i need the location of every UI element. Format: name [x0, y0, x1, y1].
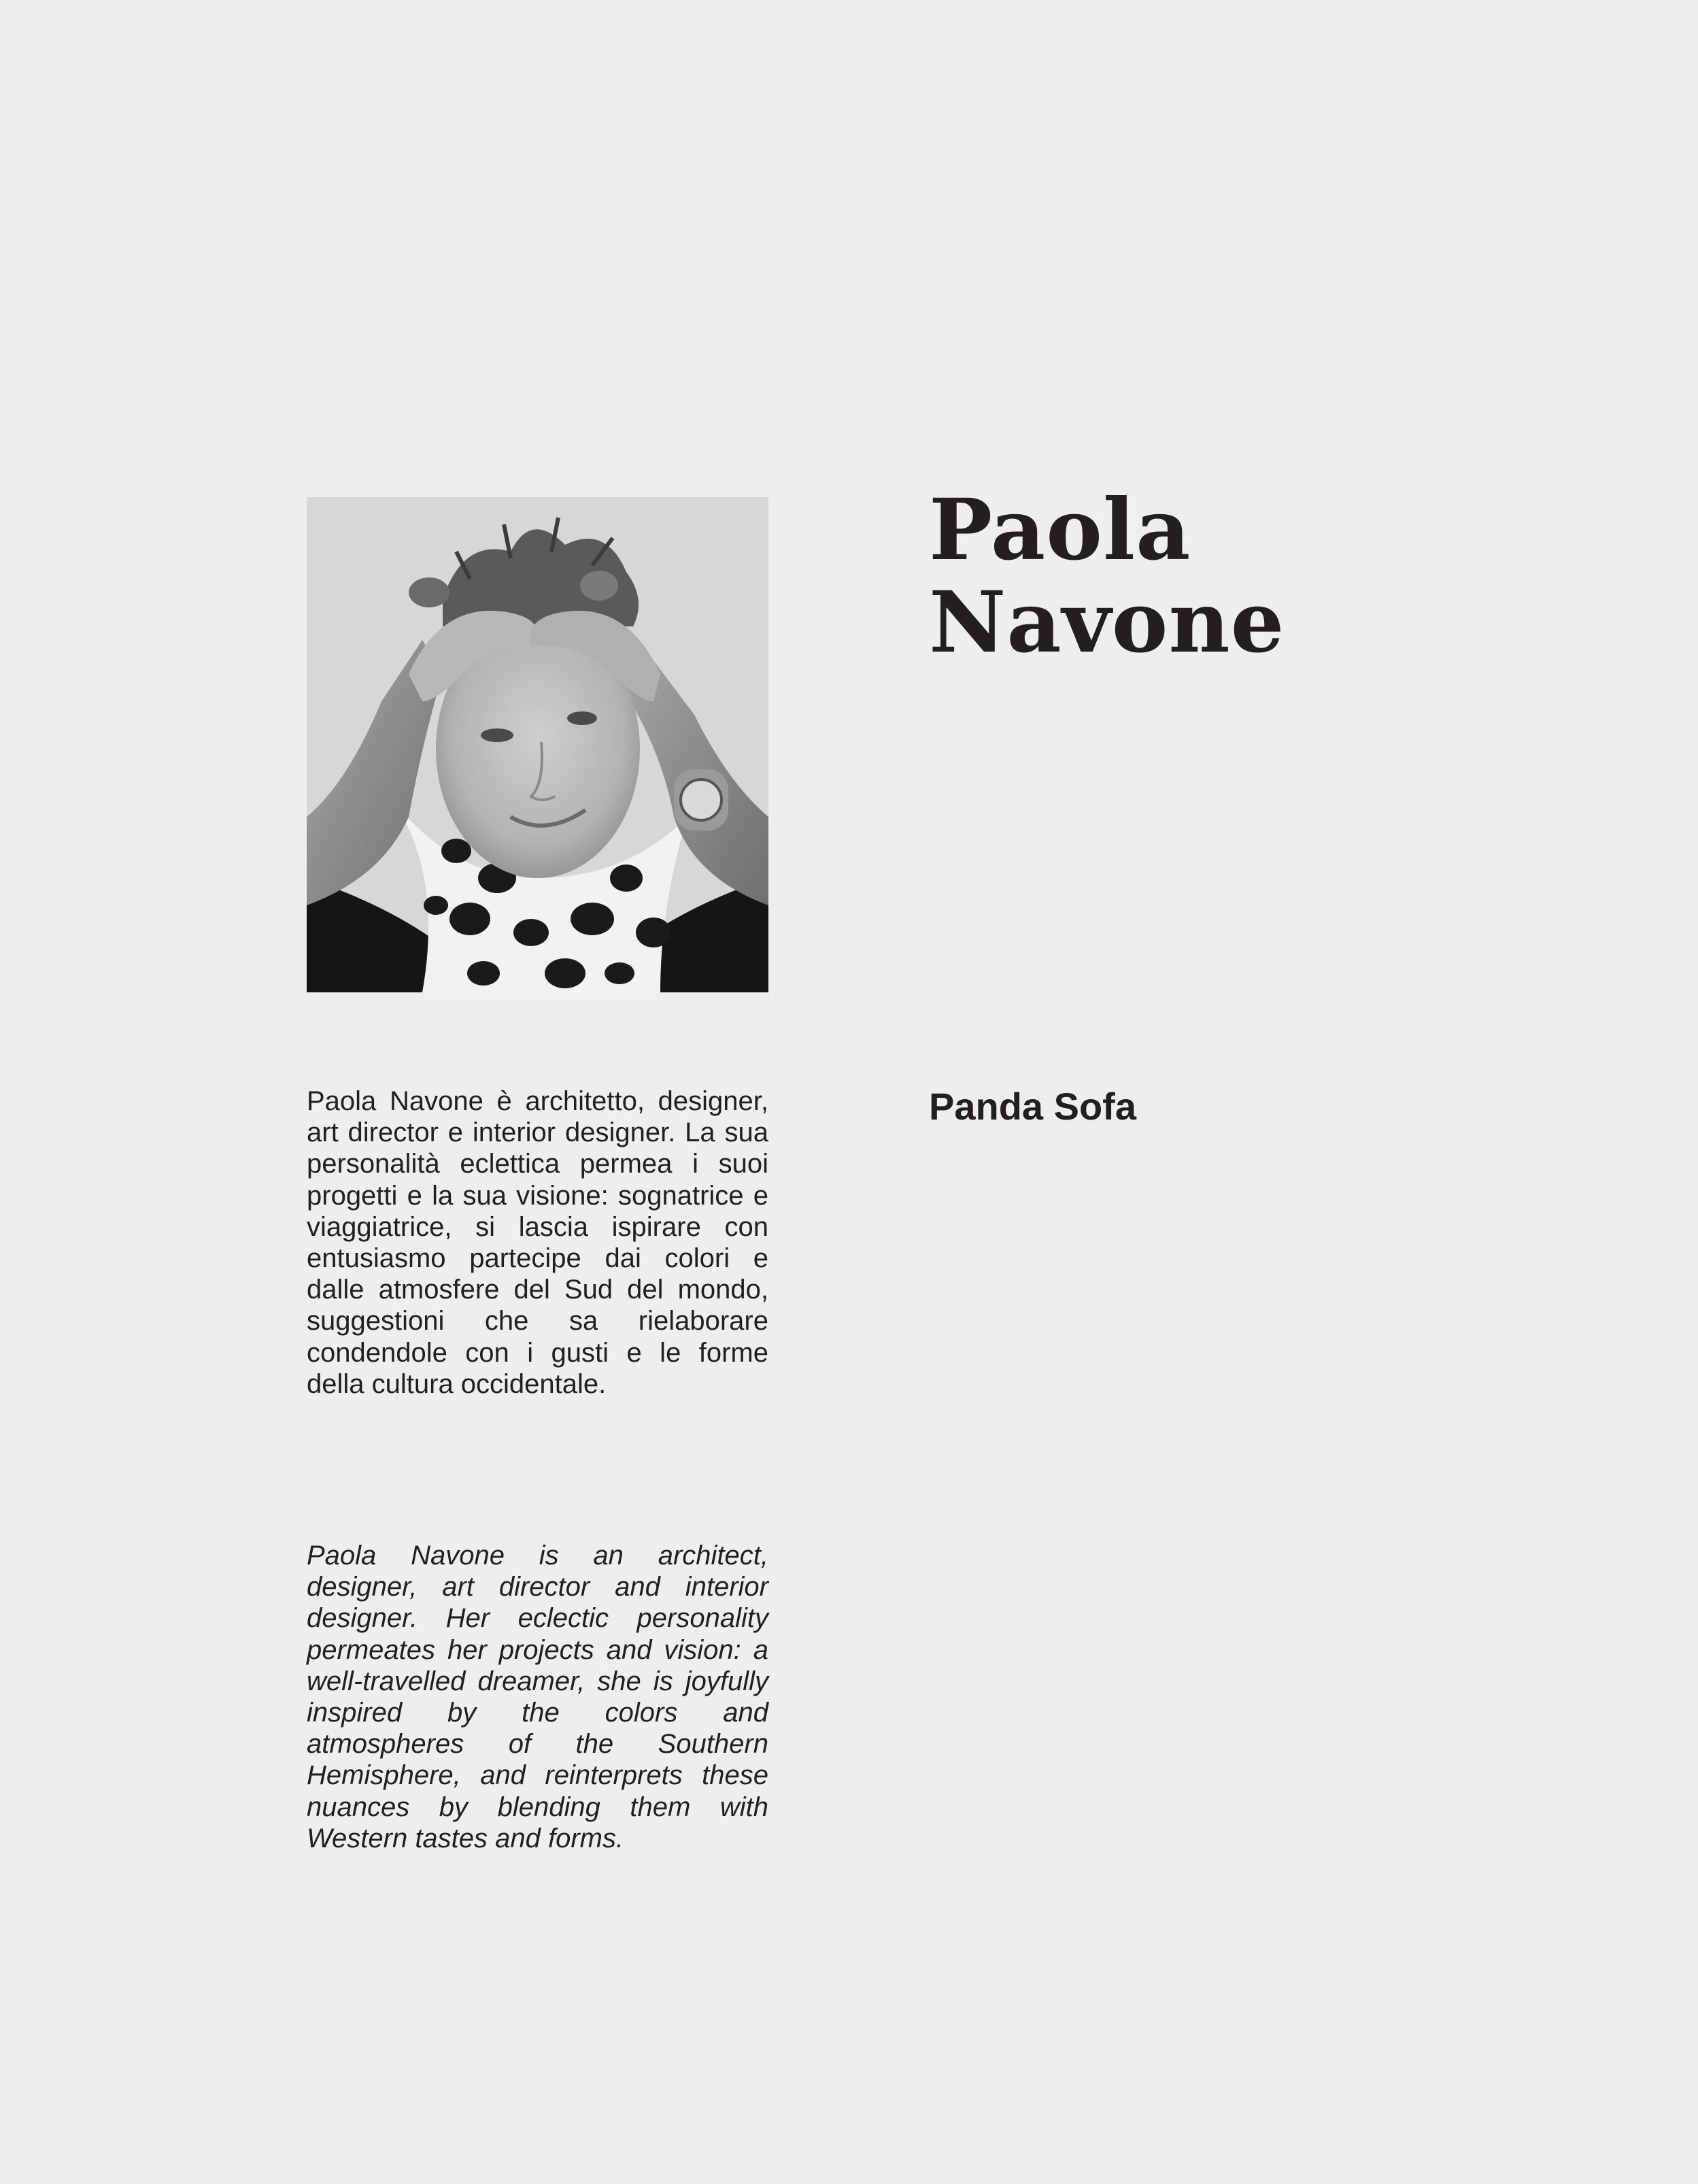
- designer-last-name: Navone: [929, 573, 1285, 672]
- designer-name: [929, 481, 1541, 672]
- product-title: Panda Sofa: [929, 1085, 1136, 1128]
- designer-first-name: Paola: [929, 481, 1191, 579]
- bio-italian: Paola Navone è architetto, designer, art director e interior designer. La sua personalità eclettica permea i suoi progetti e la sua visione: sognatrice e viaggiatrice, si lascia ispirare con entusiasmo partecipe dai colori e dalle atmosfere del Sud del mondo, suggestioni che sa rielaborare condendole con i gusti e le forme della cultura occidentale.: [307, 1086, 768, 1399]
- portrait-photo-icon: [307, 497, 768, 992]
- bio-english: Paola Navone is an architect, designer, art director and interior designer. Her eclectic personality permeates her projects and vision: a well-travelled dreamer, she is joyfully inspired by the colors and atmospheres of the Southern Hemisphere, and reinterprets these nuances by blending them with Western tastes and forms.: [307, 1541, 768, 1853]
- designer-portrait: [307, 497, 768, 992]
